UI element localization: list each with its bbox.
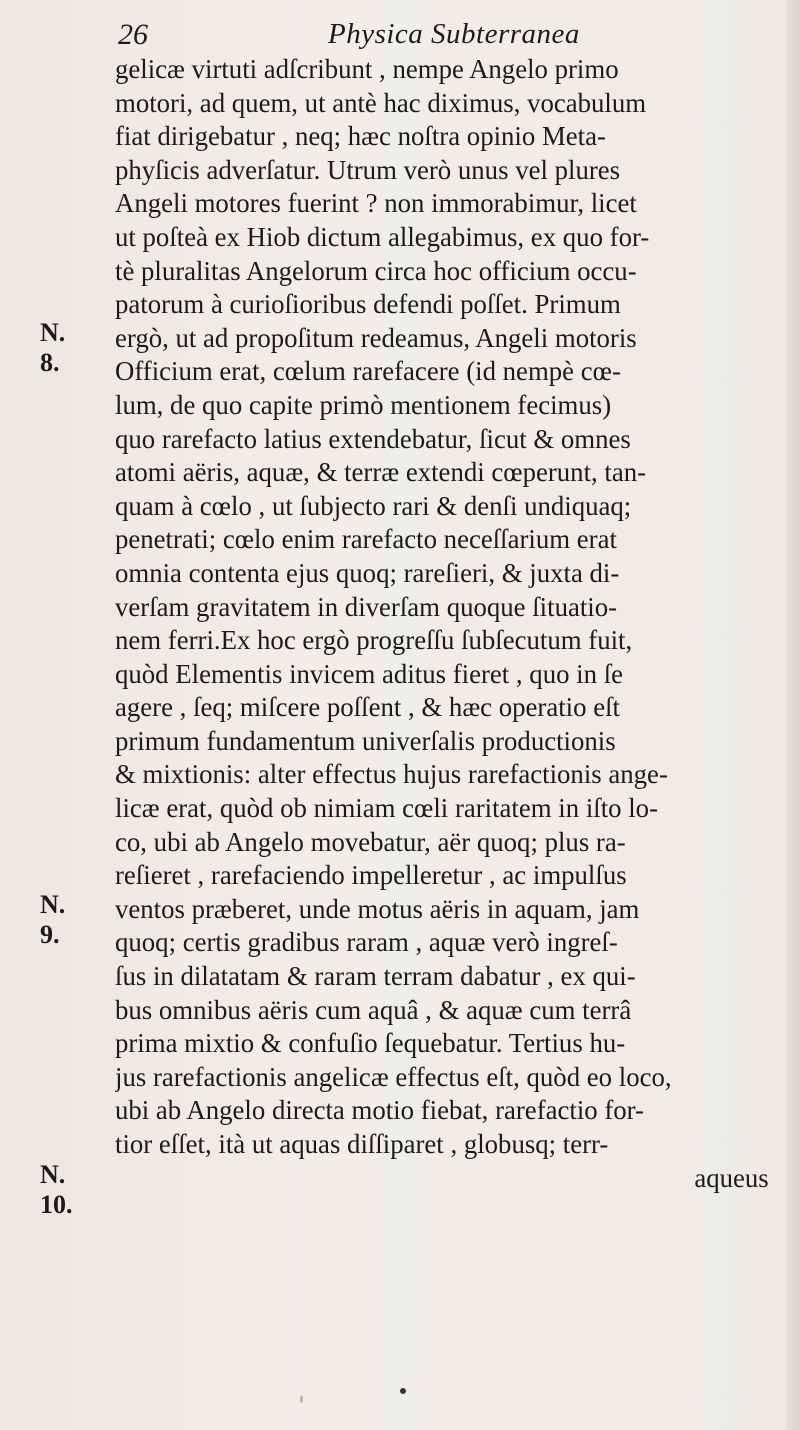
text-line: verſam gravitatem in diverſam quoque ſituatio-: [115, 591, 618, 622]
page-number: 26: [118, 18, 148, 51]
text-line: ventos præberet, unde motus aëris in aquam, jam: [115, 893, 640, 924]
text-line: nem ferri.Ex hoc ergò progreſſu ſubſecutum fuit,: [115, 625, 633, 656]
text-line: licæ erat, quòd ob nimiam cœli raritatem in iſto lo-: [115, 793, 658, 824]
text-line: ergò, ut ad propoſitum redeamus, Angeli motoris: [115, 322, 637, 353]
margin-note-number: 10.: [40, 1190, 73, 1219]
text-line: penetrati; cœlo enim rarefacto neceſſarium erat: [115, 524, 617, 555]
text-line: fiat dirigebatur , neq; hæc noſtra opinio Meta-: [115, 121, 606, 152]
text-line: ſus in dilatatam & raram terram dabatur , ex qui-: [115, 961, 636, 992]
text-line: agere , ſeq; miſcere poſſent , & hæc operatio eſt: [115, 692, 620, 723]
margin-note-letter: N.: [40, 890, 66, 919]
margin-note-n10: [40, 1160, 73, 1220]
foxing-spot: [300, 1395, 303, 1403]
text-line: tè pluralitas Angelorum circa hoc officium occu-: [115, 255, 637, 286]
text-line: quo rarefacto latius extendebatur, ſicut & omnes: [115, 423, 631, 454]
margin-note-n9: [40, 890, 65, 950]
page-edge-shadow: [786, 0, 800, 1430]
text-line: motori, ad quem, ut antè hac diximus, vocabulum: [115, 87, 647, 118]
page-header: [0, 14, 800, 54]
text-line: prima mixtio & confuſio ſequebatur. Tertius hu-: [115, 1028, 626, 1059]
running-title: Physica Subterranea: [328, 18, 580, 50]
foxing-spot: [400, 1388, 406, 1394]
text-line: quòd Elementis invicem aditus fieret , quo in ſe: [115, 658, 624, 689]
margin-note-number: 9.: [40, 920, 60, 949]
text-line: & mixtionis: alter effectus hujus rarefactionis ange-: [115, 759, 668, 790]
text-line: patorum à curioſioribus defendi poſſet. Primum: [115, 289, 621, 320]
text-line: omnia contenta ejus quoq; rareſieri, & juxta di-: [115, 557, 620, 588]
text-line: primum fundamentum univerſalis productionis: [115, 725, 616, 756]
margin-note-letter: N.: [40, 1160, 66, 1189]
text-line: co, ubi ab Angelo movebatur, aër quoq; plus ra-: [115, 826, 626, 857]
margin-note-letter: N.: [40, 318, 66, 347]
margin-note-n8: [40, 318, 65, 378]
text-line: phyſicis adverſatur. Utrum verò unus vel plures: [115, 154, 621, 185]
text-line: ut poſteà ex Hiob dictum allegabimus, ex quo for-: [115, 221, 650, 252]
text-line: reſieret , rarefaciendo impelleretur , ac impulſus: [115, 860, 627, 891]
text-line: atomi aëris, aquæ, & terræ extendi cœperunt, tan-: [115, 457, 647, 488]
text-line: Officium erat, cœlum rarefacere (id nempè cœ-: [115, 356, 621, 387]
text-line: Angeli motores fuerint ? non immorabimur, licet: [115, 188, 637, 219]
text-line: quam à cœlo , ut ſubjecto rari & denſi undiquaq;: [115, 490, 632, 521]
margin-note-number: 8.: [40, 348, 60, 377]
text-line: bus omnibus aëris cum aquâ , & aquæ cum terrâ: [115, 994, 632, 1025]
text-line: ubi ab Angelo directa motio fiebat, rarefactio for-: [115, 1095, 644, 1126]
text-line: lum, de quo capite primò mentionem fecimus): [115, 389, 612, 420]
text-line: jus rarefactionis angelicæ effectus eſt, quòd eo loco,: [115, 1061, 672, 1092]
body-text: [115, 53, 780, 1195]
text-line: tior eſſet, ità ut aquas diſſiparet , globusq; terr-: [115, 1129, 609, 1159]
text-line: aqueus: [694, 1162, 769, 1193]
text-line: quoq; certis gradibus raram , aquæ verò ingreſ-: [115, 927, 618, 958]
text-line: gelicæ virtuti adſcribunt , nempe Angelo primo: [115, 54, 619, 84]
